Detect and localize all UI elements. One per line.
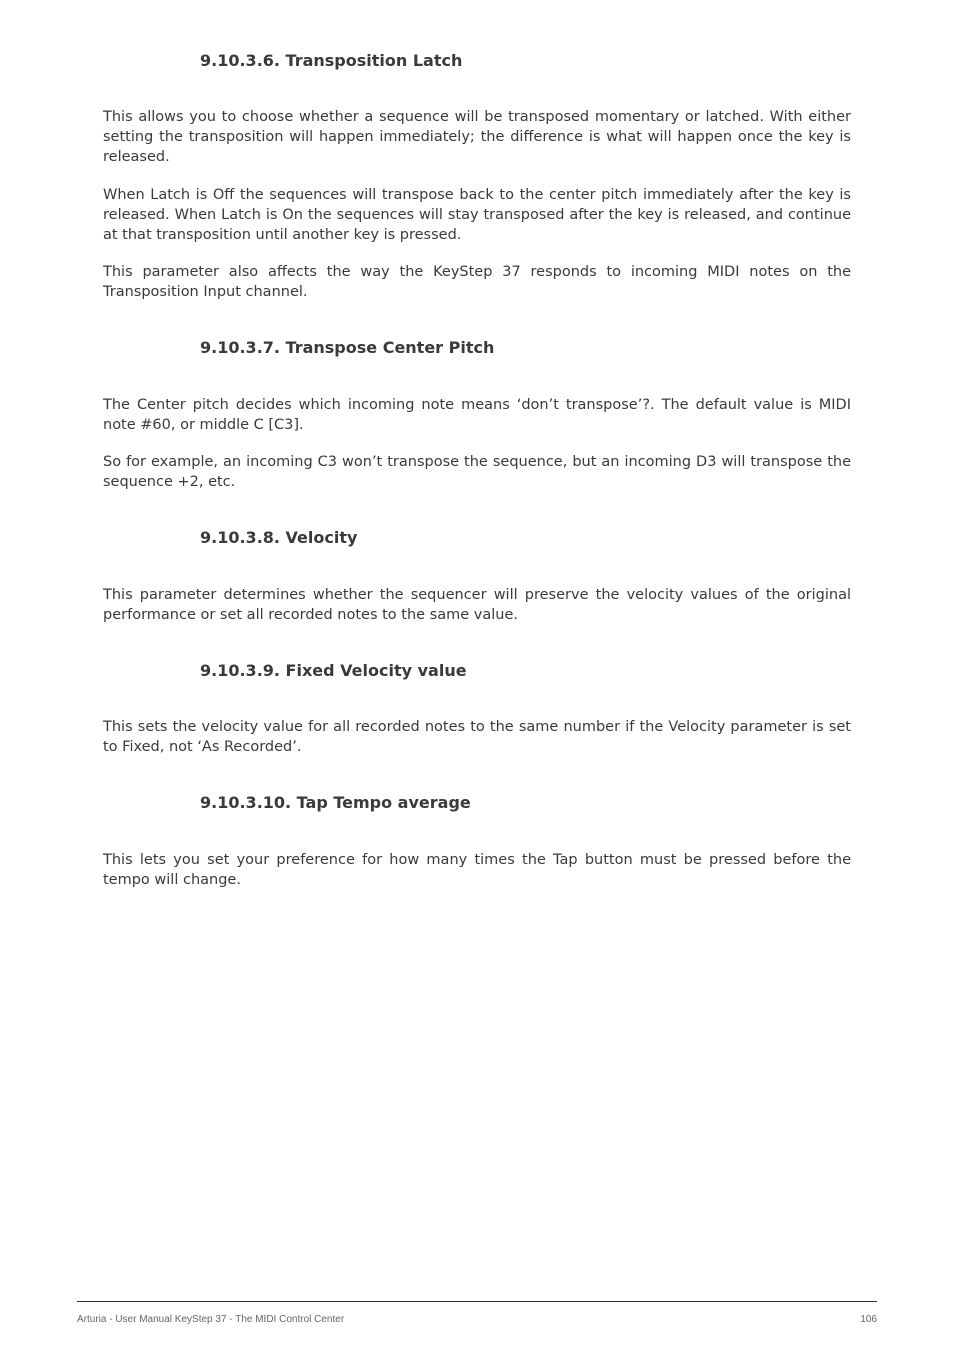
paragraph-center-pitch-example: So for example, an incoming C3 won’t transpose the sequence, but an incoming D3 will transpose the sequence +2, etc. <box>103 454 851 490</box>
paragraph-center-pitch-intro: The Center pitch decides which incoming note means ‘don’t transpose’?. The default value is MIDI note #60, or middle C [C3]. <box>103 397 851 433</box>
paragraph-latch-off-on: When Latch is Off the sequences will transpose back to the center pitch immediately after the key is released. When Latch is On the sequences will stay transposed after the key is released, and continue at that transposition until another key is pressed. <box>103 187 851 243</box>
paragraph-velocity: This parameter determines whether the sequencer will preserve the velocity values of the original performance or set all recorded notes to the same value. <box>103 587 851 623</box>
footer-document-title: Arturia - User Manual KeyStep 37 - The MIDI Control Center <box>77 1314 345 1325</box>
footer-page-number: 106 <box>860 1314 877 1325</box>
section-heading-transposition-latch: 9.10.3.6. Transposition Latch <box>200 51 463 70</box>
footer-divider <box>77 1301 877 1302</box>
section-heading-tap-tempo-average: 9.10.3.10. Tap Tempo average <box>200 793 471 812</box>
paragraph-latch-intro: This allows you to choose whether a sequence will be transposed momentary or latched. With either setting the transposition will happen immediately; the difference is what will happen once the key is released. <box>103 109 851 165</box>
section-heading-fixed-velocity-value: 9.10.3.9. Fixed Velocity value <box>200 661 467 680</box>
paragraph-tap-tempo: This lets you set your preference for how many times the Tap button must be pressed before the tempo will change. <box>103 852 851 888</box>
paragraph-latch-midi: This parameter also affects the way the KeyStep 37 responds to incoming MIDI notes on the Transposition Input channel. <box>103 264 851 300</box>
paragraph-fixed-velocity: This sets the velocity value for all recorded notes to the same number if the Velocity parameter is set to Fixed, not ‘As Recorded’. <box>103 719 851 755</box>
section-heading-velocity: 9.10.3.8. Velocity <box>200 528 358 547</box>
section-heading-transpose-center-pitch: 9.10.3.7. Transpose Center Pitch <box>200 338 495 357</box>
